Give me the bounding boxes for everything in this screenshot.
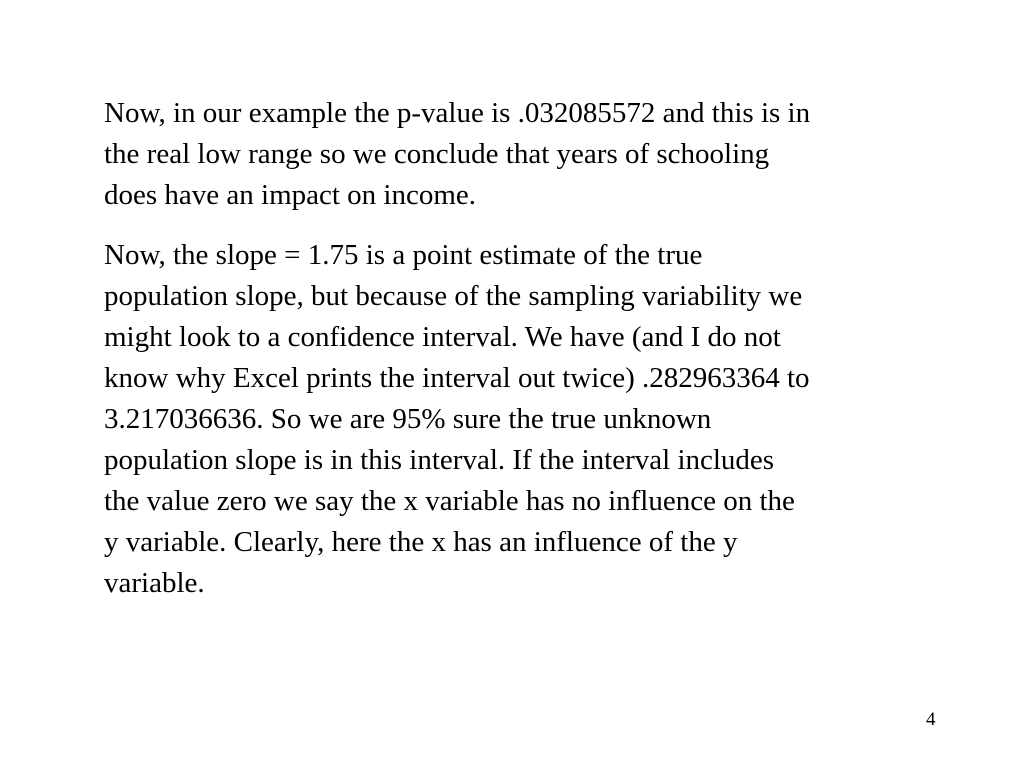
paragraph-confidence-interval [104, 235, 954, 604]
text-line: variable. [104, 567, 205, 599]
page-number: 4 [926, 709, 936, 730]
text-line: might look to a confidence interval. We have (and I do not [104, 321, 781, 353]
text-line: know why Excel prints the interval out twice) .282963364 to [104, 362, 810, 394]
slide-body [104, 93, 954, 604]
text-line: the real low range so we conclude that years of schooling [104, 138, 770, 170]
text-line: population slope is in this interval. If the interval includes [104, 444, 775, 476]
text-line: population slope, but because of the sampling variability we [104, 280, 803, 312]
text-line: Now, in our example the p-value is .032085572 and this is in [104, 97, 811, 129]
text-line: does have an impact on income. [104, 179, 477, 211]
text-line: 3.217036636. So we are 95% sure the true unknown [104, 403, 712, 435]
text-line: y variable. Clearly, here the x has an influence of the y [104, 526, 738, 558]
text-line: the value zero we say the x variable has no influence on the [104, 485, 795, 517]
text-line: Now, the slope = 1.75 is a point estimate of the true [104, 239, 703, 271]
paragraph-p-value [104, 93, 954, 216]
